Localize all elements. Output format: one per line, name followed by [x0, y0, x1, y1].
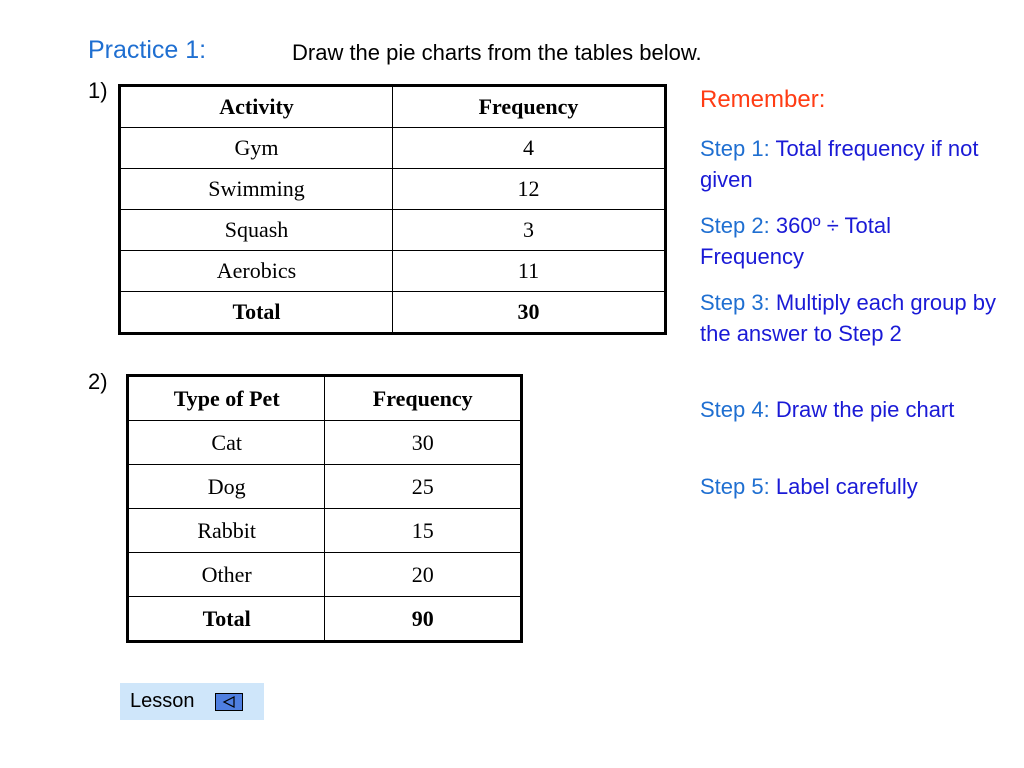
cell-frequency: 11	[393, 251, 666, 292]
lesson-label: Lesson	[130, 690, 195, 712]
step-1	[700, 133, 1000, 195]
cell-frequency: 30	[325, 421, 522, 465]
cell-frequency: 4	[393, 128, 666, 169]
step-text: Draw the pie chart	[775, 397, 955, 422]
step-text: Multiply each group by the answer to Step 2	[700, 290, 996, 346]
total-value: 90	[325, 597, 522, 642]
question-1-number: 1)	[88, 78, 108, 103]
table-row	[128, 509, 522, 553]
step-label: Step 3:	[700, 290, 770, 315]
remember-heading: Remember:	[700, 86, 826, 113]
table-row	[120, 128, 666, 169]
pet-frequency-table	[126, 374, 523, 643]
activity-frequency-table	[118, 84, 667, 335]
cell-category: Dog	[128, 465, 325, 509]
step-text: Total frequency if not given	[700, 136, 979, 192]
table-row	[128, 421, 522, 465]
cell-category: Squash	[120, 210, 393, 251]
cell-category: Rabbit	[128, 509, 325, 553]
instruction-text: Draw the pie charts from the tables below.	[292, 40, 702, 65]
table-total-row	[128, 597, 522, 642]
table-row	[128, 553, 522, 597]
step-text: Label carefully	[775, 474, 918, 499]
cell-frequency: 15	[325, 509, 522, 553]
step-3	[700, 287, 1000, 349]
total-label: Total	[128, 597, 325, 642]
step-label: Step 1:	[700, 136, 770, 161]
table-header-row	[128, 376, 522, 421]
step-label: Step 4:	[700, 397, 770, 422]
cell-category: Swimming	[120, 169, 393, 210]
table-row	[120, 210, 666, 251]
header-type-of-pet: Type of Pet	[128, 376, 325, 421]
back-arrow-glyph	[222, 696, 236, 708]
question-2-number: 2)	[88, 369, 108, 394]
step-5	[700, 471, 1000, 502]
cell-category: Aerobics	[120, 251, 393, 292]
lesson-button[interactable]	[120, 683, 264, 720]
step-label: Step 2:	[700, 213, 770, 238]
step-text: 360º ÷ Total Frequency	[700, 213, 891, 269]
table-row	[120, 251, 666, 292]
total-label: Total	[120, 292, 393, 334]
practice-title: Practice 1:	[88, 36, 207, 64]
step-label: Step 5:	[700, 474, 770, 499]
cell-frequency: 25	[325, 465, 522, 509]
cell-category: Gym	[120, 128, 393, 169]
table-row	[120, 169, 666, 210]
total-value: 30	[393, 292, 666, 334]
header-frequency: Frequency	[325, 376, 522, 421]
cell-frequency: 12	[393, 169, 666, 210]
cell-frequency: 3	[393, 210, 666, 251]
table-total-row	[120, 292, 666, 334]
cell-category: Other	[128, 553, 325, 597]
header-frequency: Frequency	[393, 86, 666, 128]
table-row	[128, 465, 522, 509]
step-2	[700, 210, 1000, 272]
cell-category: Cat	[128, 421, 325, 465]
back-arrow-icon[interactable]	[215, 693, 243, 711]
header-activity: Activity	[120, 86, 393, 128]
table-header-row	[120, 86, 666, 128]
step-4	[700, 394, 1000, 425]
cell-frequency: 20	[325, 553, 522, 597]
